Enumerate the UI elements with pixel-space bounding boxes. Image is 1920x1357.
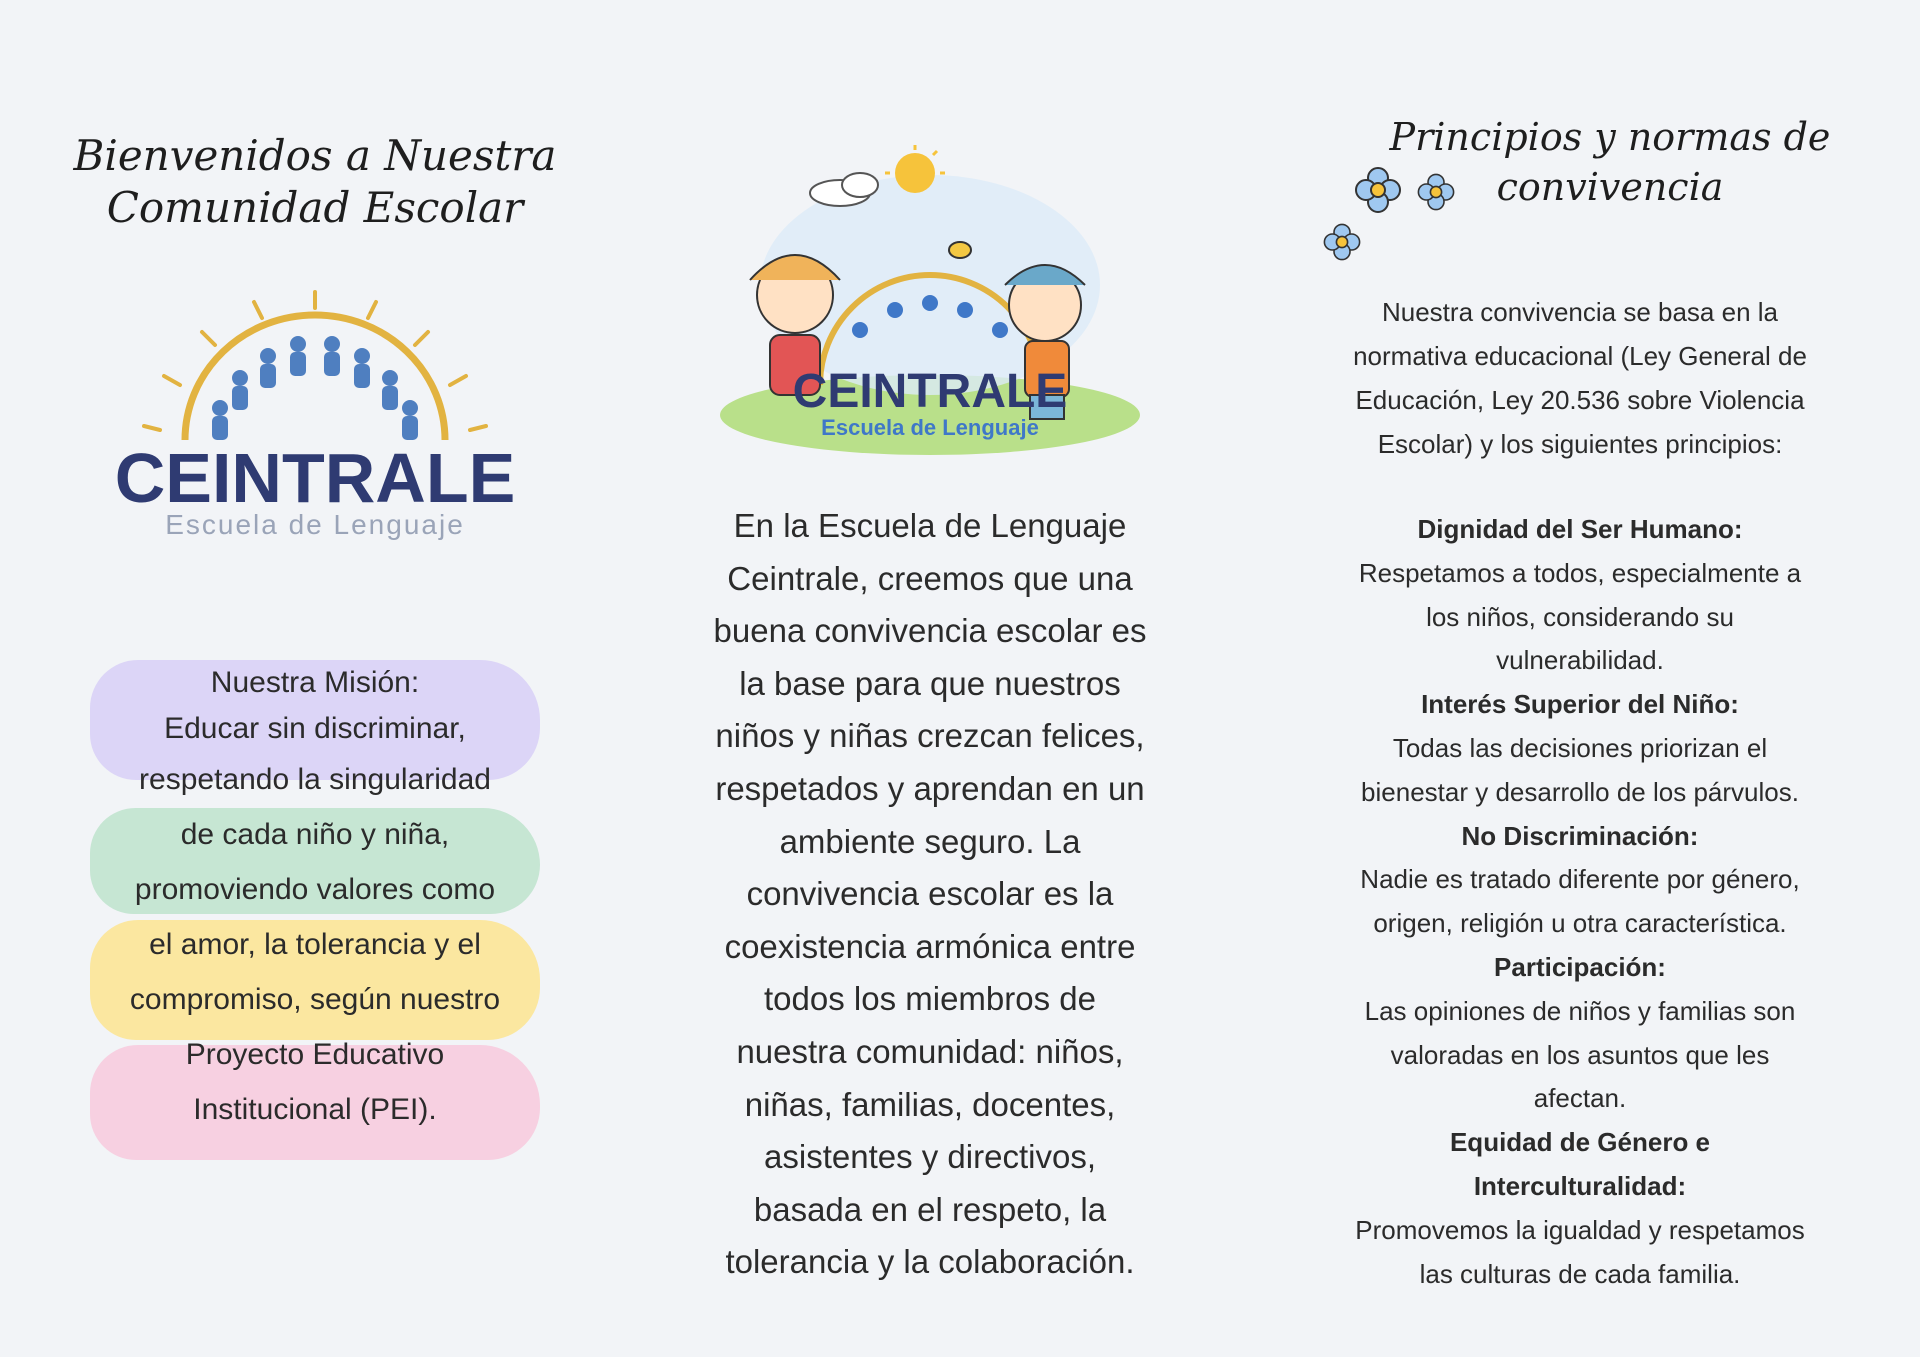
- paragraph-line: nuestra comunidad: niños,: [736, 1032, 1124, 1070]
- paragraph-line: niñas, familias, docentes,: [744, 1085, 1116, 1123]
- paragraph-line: Ceintrale, creemos que una: [727, 559, 1133, 597]
- middle-panel: [680, 0, 1180, 1357]
- principle-text: valoradas en los asuntos que les: [1390, 1039, 1770, 1070]
- paragraph-line: convivencia escolar es la: [746, 875, 1114, 913]
- flower-icon: [1324, 224, 1359, 259]
- paragraph-line: coexistencia armónica entre: [724, 927, 1136, 965]
- mission-line: Nuestra Misión:: [210, 666, 420, 699]
- paragraph-line: todos los miembros de: [764, 980, 1096, 1018]
- children-garden-icon: [690, 145, 1170, 465]
- paragraph-line: En la Escuela de Lenguaje: [733, 507, 1127, 544]
- logo-subtitle: Escuela de Lenguaje: [165, 509, 465, 540]
- principle-title: Equidad de Género e: [1449, 1127, 1711, 1158]
- right-panel: [1300, 0, 1860, 1357]
- left-panel: [60, 0, 570, 1357]
- paragraph-line: tolerancia y la colaboración.: [725, 1243, 1135, 1281]
- principle-title: No Discriminación:: [1461, 820, 1699, 851]
- paragraph-line: respetados y aprendan en un: [715, 769, 1145, 807]
- paragraph-line: la base para que nuestros: [739, 664, 1121, 702]
- principles-list: [1300, 508, 1860, 1296]
- mission-line: el amor, la tolerancia y el: [149, 928, 481, 961]
- logo-name: CEINTRALE: [114, 439, 516, 517]
- school-illustrated-logo: [690, 145, 1170, 465]
- principles-title: [1360, 112, 1860, 212]
- principle-text: Respetamos a todos, especialmente a: [1358, 557, 1802, 588]
- intro-line: Escolar) y los siguientes principios:: [1377, 429, 1783, 459]
- principle-title: Interés Superior del Niño:: [1421, 689, 1739, 720]
- rainbow-children-icon: [90, 290, 540, 550]
- principle-text: afectan.: [1533, 1083, 1627, 1114]
- school-logo: [90, 290, 540, 550]
- paragraph-line: buena convivencia escolar es: [713, 612, 1147, 650]
- principle-text: Las opiniones de niños y familias son: [1364, 995, 1796, 1026]
- principle-text: Nadie es tratado diferente por género,: [1360, 864, 1800, 895]
- illustrated-logo-subtitle: Escuela de Lenguaje: [821, 415, 1039, 440]
- intro-line: normativa educacional (Ley General de: [1353, 341, 1807, 371]
- mission-line: de cada niño y niña,: [180, 818, 450, 851]
- mission-line: respetando la singularidad: [139, 763, 491, 796]
- principle-text: origen, religión u otra característica.: [1373, 908, 1787, 939]
- principle-text: los niños, considerando su: [1426, 601, 1734, 632]
- convivencia-paragraph: [680, 500, 1180, 1289]
- illustrated-logo-name: CEINTRALE: [792, 365, 1068, 418]
- welcome-title: [60, 130, 570, 234]
- mission-line: Institucional (PEI).: [193, 1093, 437, 1126]
- paragraph-line: ambiente seguro. La: [779, 822, 1081, 860]
- principles-intro: [1300, 290, 1860, 466]
- principle-text: las culturas de cada familia.: [1419, 1258, 1741, 1289]
- paragraph-line: asistentes y directivos,: [764, 1138, 1096, 1176]
- principle-title: Dignidad del Ser Humano:: [1417, 514, 1743, 544]
- mission-line: promoviendo valores como: [134, 873, 496, 906]
- intro-line: Nuestra convivencia se basa en la: [1381, 297, 1778, 327]
- principle-text: bienestar y desarrollo de los párvulos.: [1361, 776, 1799, 807]
- principle-title: Participación:: [1494, 951, 1666, 982]
- principles-title-line: convivencia: [1496, 165, 1724, 209]
- principle-text: Promovemos la igualdad y respetamos: [1355, 1214, 1805, 1245]
- mission-block: [80, 660, 550, 1137]
- intro-line: Educación, Ley 20.536 sobre Violencia: [1355, 385, 1805, 415]
- paragraph-line: basada en el respeto, la: [753, 1190, 1107, 1228]
- welcome-title-line: Bienvenidos a Nuestra: [73, 131, 557, 180]
- principle-title: Interculturalidad:: [1473, 1170, 1687, 1201]
- principle-text: Todas las decisiones priorizan el: [1392, 732, 1768, 763]
- mission-line: compromiso, según nuestro: [129, 983, 501, 1016]
- paragraph-line: niños y niñas crezcan felices,: [715, 717, 1145, 755]
- principles-title-line: Principios y normas de: [1389, 115, 1831, 159]
- bee-icon: [949, 242, 971, 258]
- mission-line: Proyecto Educativo: [185, 1038, 445, 1071]
- principle-text: vulnerabilidad.: [1496, 645, 1664, 676]
- mission-line: Educar sin discriminar,: [164, 712, 466, 745]
- welcome-title-line: Comunidad Escolar: [106, 183, 524, 232]
